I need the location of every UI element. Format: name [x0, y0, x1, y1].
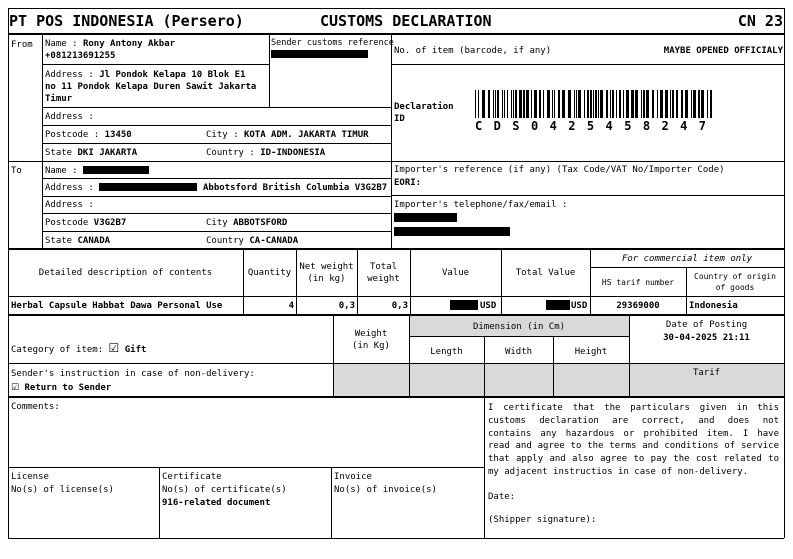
form-code: CN 23 [737, 12, 783, 30]
from-name-label: Name : [45, 39, 78, 49]
category-row [11, 342, 146, 356]
barcode-bar [488, 90, 490, 118]
barcode-bar [526, 90, 529, 118]
to-address-label: Address : [45, 183, 94, 193]
barcode-bar [619, 90, 621, 118]
barcode-bar [693, 90, 696, 118]
barcode-bar [507, 90, 508, 118]
importer-tel-label: Importer's telephone/fax/email : [394, 200, 568, 210]
barcode-bar [652, 90, 654, 118]
net-weight-header-1: Net weight [299, 262, 354, 272]
barcode-bar [641, 90, 642, 118]
from-state-label: State [45, 148, 73, 158]
footer-top-rule [8, 396, 784, 398]
from-postcode-row [45, 129, 132, 141]
importer-ref-label: Importer's reference (if any) (Tax Code/VAT No/Importer Code) [394, 165, 725, 175]
to-country-label: Country [206, 236, 244, 246]
redacted-importer-email [394, 227, 510, 236]
total-weight-header-1: Total [369, 262, 398, 272]
certificate-value: 916-related document [162, 498, 271, 508]
barcode-bar [478, 90, 479, 118]
barcode-bar [539, 90, 541, 118]
to-city-label: City [206, 218, 228, 228]
to-postcode: V3G2B7 [93, 218, 127, 228]
certification-text: I certificate that the particulars given in this customs declaration are correct, and does not contains any hazardous or prohibited item. I have read and agree to the terms and conditions of service that apply and also agree to pay the cost related to my adjacent instructios in case of non-delivery. [488, 403, 779, 477]
barcode-bar [672, 90, 674, 118]
barcode-bar [701, 90, 704, 118]
center-divider [391, 34, 392, 249]
to-name-label: Name : [45, 166, 78, 176]
to-label: To [11, 166, 22, 176]
row-description: Herbal Capsule Habbat Dawa Personal Use [11, 301, 223, 311]
barcode-bar [623, 90, 624, 118]
barcode-bar [578, 90, 581, 118]
from-city-label: City : [206, 130, 239, 140]
certificate-label: Certificate [162, 472, 222, 482]
barcode-bar [568, 90, 571, 118]
from-row-rule-4 [42, 143, 392, 144]
barcode-bar [698, 90, 700, 118]
origin-header-1: Country of origin [694, 272, 776, 281]
footer-cert-divider [484, 397, 485, 538]
weight-header-2: (in Kg) [352, 341, 390, 351]
category-checkbox-icon[interactable]: ☑ [108, 341, 120, 355]
redacted-sender-ref [271, 50, 368, 58]
barcode-bar [519, 90, 522, 118]
category-mid-rule [8, 363, 784, 364]
cat-col-width [484, 336, 485, 396]
weight-header-1: Weight [354, 329, 388, 339]
barcode-bar [475, 90, 476, 118]
barcode-bar [576, 90, 577, 118]
declaration-barcode [475, 90, 715, 118]
commercial-header: For commercial item only [621, 254, 753, 264]
to-divider [42, 161, 43, 249]
license-label: License [11, 472, 49, 482]
redacted-importer-tel [394, 213, 457, 222]
from-row-rule-1 [42, 64, 270, 65]
to-city: ABBOTSFORD [233, 218, 288, 228]
to-top-rule [8, 161, 784, 162]
sender-ref-divider [269, 34, 270, 107]
comments-label: Comments: [11, 402, 60, 412]
barcode-bar [670, 90, 671, 118]
to-row-rule-2 [42, 196, 392, 197]
declaration-label-2: ID [394, 114, 405, 124]
from-country-label: Country : [206, 148, 255, 158]
to-state-label: State [45, 236, 73, 246]
footer-col-invoice [331, 467, 332, 538]
tarif-label: Tarif [692, 368, 721, 378]
barcode-bar [691, 90, 692, 118]
barcode-text: C D S 0 4 2 5 4 5 8 2 4 7 [475, 119, 709, 133]
row-total-weight: 0,3 [391, 301, 408, 311]
length-label: Length [430, 347, 463, 357]
row-net-weight: 0,3 [338, 301, 355, 311]
from-country-row [206, 147, 325, 159]
barcode-bar [523, 90, 525, 118]
nondelivery-value: Return to Sender [24, 383, 112, 393]
barcode-bar [554, 90, 555, 118]
dimension-header: Dimension (in Cm) [472, 322, 566, 332]
outer-bottom-border [8, 538, 784, 539]
barcode-bar [595, 90, 597, 118]
cert-date-label: Date: [488, 492, 516, 502]
certificate-no-label: No(s) of certificate(s) [162, 485, 287, 495]
origin-header-2: of goods [715, 283, 755, 292]
contents-col-value [410, 249, 411, 314]
cat-col-height [553, 336, 554, 396]
total-weight-header-2: weight [367, 274, 400, 284]
barcode-bar [707, 90, 708, 118]
contents-col-total-value [501, 249, 502, 314]
barcode-bar [598, 90, 599, 118]
width-label: Width [504, 347, 533, 357]
outer-top-border [8, 8, 784, 9]
barcode-bar [515, 90, 517, 118]
contents-top-rule [8, 248, 784, 250]
barcode-bar [590, 90, 592, 118]
barcode-bar [543, 90, 544, 118]
barcode-bar [593, 90, 594, 118]
nondelivery-row [11, 381, 111, 394]
barcode-bar [502, 90, 503, 118]
row-hs-number: 29369000 [616, 301, 660, 311]
redacted-to-name [83, 166, 149, 174]
posting-date: 30-04-2025 21:11 [663, 333, 750, 343]
from-postcode-label: Postcode : [45, 130, 100, 140]
invoice-no-label: No(s) of invoice(s) [334, 485, 437, 495]
sender-ref-label: Sender customs reference [271, 38, 394, 48]
from-row-rule-2 [42, 107, 392, 108]
barcode-bar [504, 90, 505, 118]
barcode-bar [495, 90, 496, 118]
barcode-bar [558, 90, 560, 118]
item-rule [391, 64, 784, 65]
importer-rule [391, 195, 784, 196]
barcode-bar [646, 90, 649, 118]
qty-header: Quantity [247, 268, 292, 278]
barcode-bar [616, 90, 617, 118]
barcode-bar [710, 90, 712, 118]
net-weight-header-2: (in kg) [307, 274, 346, 284]
from-phone: +081213691255 [45, 51, 116, 61]
importer-eori-label: EORI: [394, 178, 422, 188]
maybe-opened-label: MAYBE OPENED OFFICIALY [663, 46, 783, 56]
category-value: Gift [124, 345, 147, 355]
commercial-subrule [590, 267, 784, 268]
from-address-row [45, 69, 246, 81]
barcode-bar [584, 90, 585, 118]
form-title: CUSTOMS DECLARATION [320, 12, 492, 30]
contents-header-rule [8, 296, 784, 297]
barcode-bar [493, 90, 494, 118]
item-no-label: No. of item (barcode, if any) [394, 46, 552, 56]
barcode-bar [497, 90, 499, 118]
row-value-currency: USD [480, 301, 497, 311]
company-name: PT POS INDONESIA (Persero) [9, 12, 244, 30]
barcode-bar [660, 90, 663, 118]
barcode-bar [606, 90, 608, 118]
from-address-line1: Jl Pondok Kelapa 10 Blok E1 [99, 70, 246, 80]
redacted-total-value [546, 300, 570, 310]
redacted-to-address [99, 183, 197, 191]
barcode-bar [547, 90, 550, 118]
footer-docs-rule [8, 467, 484, 468]
posting-label: Date of Posting [665, 320, 748, 330]
value-header: Value [441, 268, 470, 278]
hs-header: HS tarif number [601, 278, 675, 287]
barcode-bar [665, 90, 668, 118]
nondelivery-label: Sender's instruction in case of non-delivery: [11, 369, 255, 379]
from-address-line3: Timur [45, 94, 73, 104]
barcode-bar [574, 90, 575, 118]
barcode-bar [552, 90, 553, 118]
from-name-row [45, 38, 175, 50]
barcode-bar [685, 90, 688, 118]
height-label: Height [574, 347, 608, 357]
signature-label: (Shipper signature): [488, 515, 597, 525]
row-total-value-currency: USD [571, 301, 588, 311]
barcode-bar [482, 90, 485, 118]
total-value-header: Total Value [515, 268, 576, 278]
outer-right-border [784, 8, 785, 538]
from-row-rule-3 [42, 125, 392, 126]
from-postcode: 13450 [104, 130, 132, 140]
dimension-subrule [409, 336, 629, 337]
from-city: KOTA ADM. JAKARTA TIMUR [243, 130, 369, 140]
barcode-bar [562, 90, 565, 118]
barcode-bar [531, 90, 532, 118]
row-origin: Indonesia [689, 301, 738, 311]
barcode-bar [681, 90, 683, 118]
category-label: Category of item: [11, 345, 104, 355]
barcode-bar [534, 90, 537, 118]
footer-col-cert [159, 467, 160, 538]
redacted-value [450, 300, 478, 310]
to-row-rule-1 [42, 178, 392, 179]
barcode-bar [513, 90, 514, 118]
barcode-bar [635, 90, 638, 118]
invoice-label: Invoice [334, 472, 372, 482]
from-label: From [11, 40, 33, 50]
to-row-rule-3 [42, 213, 392, 214]
to-state: CANADA [77, 236, 111, 246]
to-city-row [206, 217, 287, 229]
to-address2-label: Address : [45, 200, 94, 210]
to-row-rule-4 [42, 231, 392, 232]
barcode-bar [643, 90, 645, 118]
barcode-bar [626, 90, 629, 118]
from-name: Rony Antony Akbar [82, 39, 176, 49]
to-postcode-label: Postcode [45, 218, 89, 228]
to-country: CA-CANADA [249, 236, 299, 246]
barcode-bar [511, 90, 512, 118]
category-top-rule [8, 314, 784, 316]
barcode-bar [600, 90, 603, 118]
barcode-bar [587, 90, 589, 118]
from-state: DKI JAKARTA [77, 148, 138, 158]
from-state-row [45, 147, 137, 159]
from-address-label: Address : [45, 70, 94, 80]
desc-header: Detailed description of contents [38, 268, 213, 278]
from-address-line2: no 11 Pondok Kelapa Duren Sawit Jakarta [45, 82, 257, 92]
barcode-bar [612, 90, 614, 118]
to-country-row [206, 235, 298, 247]
from-city-row [206, 129, 369, 141]
header-rule [8, 33, 784, 35]
to-address-suffix: Abbotsford British Columbia V3G2B7 [203, 183, 388, 193]
to-state-row [45, 235, 110, 247]
nondelivery-checkbox-icon[interactable]: ☑ [11, 382, 20, 392]
license-no-label: No(s) of license(s) [11, 485, 114, 495]
from-country: ID-INDONESIA [260, 148, 326, 158]
barcode-bar [657, 90, 658, 118]
barcode-bar [610, 90, 611, 118]
row-quantity: 4 [288, 301, 294, 311]
barcode-bar [631, 90, 634, 118]
barcode-bar [676, 90, 678, 118]
declaration-label-1: Declaration [394, 102, 454, 112]
to-postcode-row [45, 217, 126, 229]
from-address2-label: Address : [45, 112, 94, 122]
